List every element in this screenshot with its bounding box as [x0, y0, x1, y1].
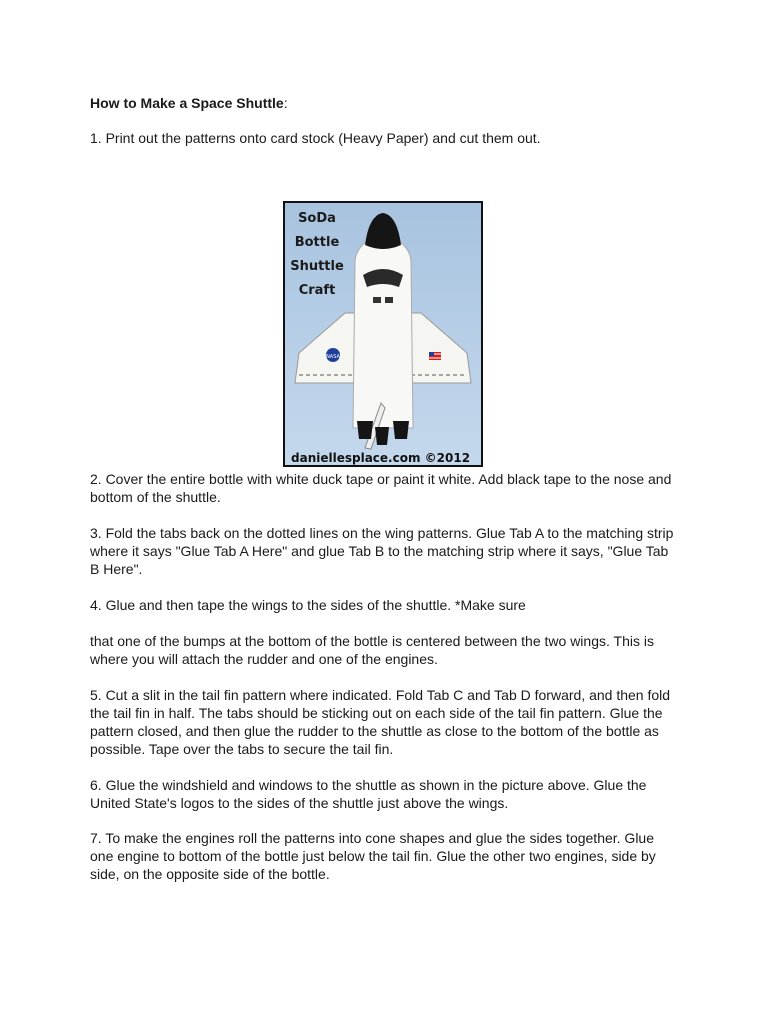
step-1: 1. Print out the patterns onto card stock (Heavy Paper) and cut them out. — [90, 130, 541, 146]
step-7: 7. To make the engines roll the patterns into cone shapes and glue the sides together. Glue one engine to bottom of the bottle just below the tail fin. Glue the other two engines, side by side, on the opposite side of the bottle. — [90, 830, 656, 882]
watermark: daniellesplace.com ©2012 — [291, 451, 471, 465]
craft-label-line-4: Craft — [298, 283, 336, 298]
step-4-continued: that one of the bumps at the bottom of the bottle is centered between the two wings. This is where you will attach the rudder and one of the engines. — [90, 633, 654, 667]
title-colon: : — [283, 95, 288, 111]
craft-label-line-2: Bottle — [294, 235, 340, 250]
step-6: 6. Glue the windshield and windows to the shuttle as shown in the picture above. Glue the United State's logos to the sides of the shuttle just above the wings. — [90, 777, 647, 811]
shuttle-craft-photo — [283, 201, 483, 467]
step-5: 5. Cut a slit in the tail fin pattern where indicated. Fold Tab C and Tab D forward, and then fold the tail fin in half. The tabs should be sticking out on each side of the tail fin pattern. Glue the pattern closed, and then glue the rudder to the shuttle as close to the bottom of the bottle as possible. Tape over the tabs to secure the tail fin. — [90, 687, 671, 757]
page-title: How to Make a Space Shuttle — [90, 95, 284, 111]
craft-label-line-3: Shuttle — [290, 259, 344, 274]
step-3: 3. Fold the tabs back on the dotted lines on the wing patterns. Glue Tab A to the matching strip where it says "Glue Tab A Here" and glue Tab B to the matching strip where it says, "Glue Tab B Here". — [90, 525, 674, 577]
heading — [90, 94, 680, 112]
step-2: 2. Cover the entire bottle with white duck tape or paint it white. Add black tape to the nose and bottom of the shuttle. — [90, 471, 672, 505]
engine-left — [357, 421, 373, 439]
engine-center — [375, 427, 389, 445]
engine-right — [393, 421, 409, 439]
craft-label-line-1: SoDa — [298, 211, 336, 226]
window-left — [373, 297, 381, 303]
window-right — [385, 297, 393, 303]
shuttle-body — [353, 233, 413, 428]
nasa-logo-text: NASA — [326, 354, 340, 360]
step-4: 4. Glue and then tape the wings to the sides of the shuttle. *Make sure — [90, 597, 526, 613]
shuttle-nose — [365, 213, 401, 249]
